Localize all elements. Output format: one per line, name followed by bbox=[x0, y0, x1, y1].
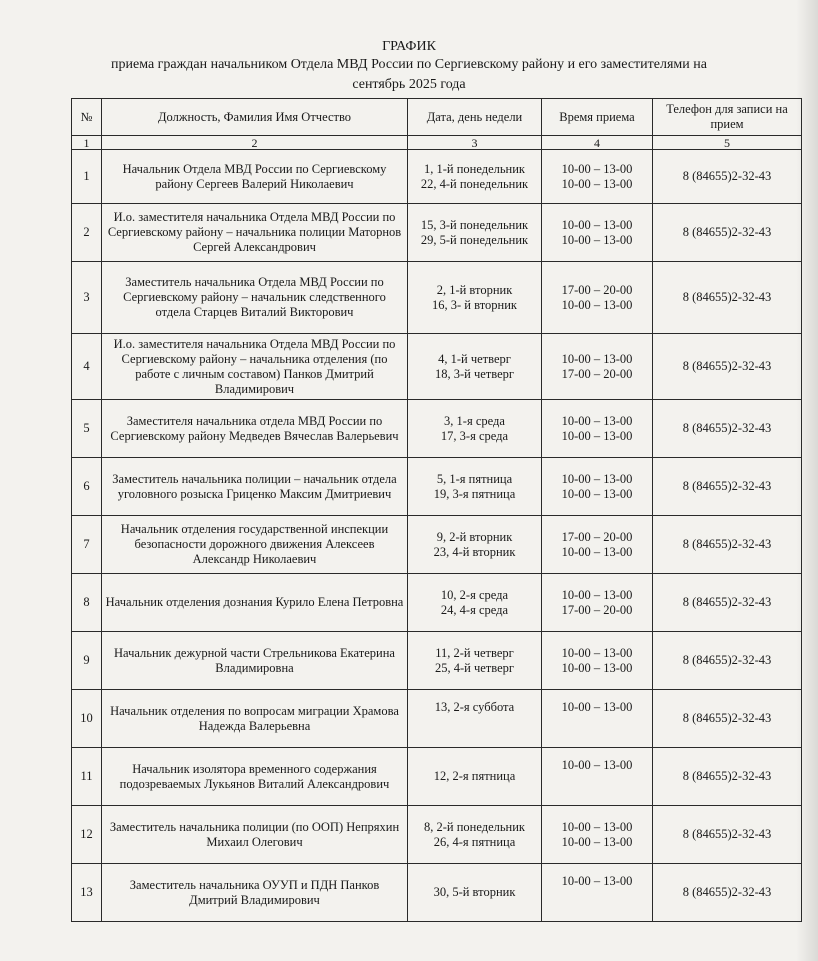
row-time bbox=[542, 150, 653, 204]
row-phone: 8 (84655)2-32-43 bbox=[653, 262, 802, 334]
column-number-row bbox=[72, 136, 802, 150]
time-line: 10-00 – 13-00 bbox=[561, 819, 633, 834]
row-date bbox=[408, 864, 542, 922]
row-position: Заместитель начальника ОУУП и ПДН Панков Дмитрий Владимирович bbox=[102, 864, 408, 922]
header-date: Дата, день недели bbox=[408, 99, 542, 136]
date-line: 1, 1-й понедельник bbox=[423, 161, 526, 176]
date-line: 18, 3-й четверг bbox=[434, 366, 515, 381]
row-date bbox=[408, 806, 542, 864]
table-row bbox=[72, 864, 802, 922]
date-line: 5, 1-я пятница bbox=[436, 471, 513, 486]
row-position: Начальник отделения государственной инспекции безопасности дорожного движения Алексеев Александр Николаевич bbox=[102, 516, 408, 574]
time-line: 10-00 – 13-00 bbox=[561, 874, 633, 888]
header-number: № bbox=[72, 99, 102, 136]
date-line: 4, 1-й четверг bbox=[438, 351, 511, 366]
row-position: Начальник отделения по вопросам миграции Храмова Надежда Валерьевна bbox=[102, 690, 408, 748]
table-row bbox=[72, 690, 802, 748]
table-row bbox=[72, 400, 802, 458]
time-line: 10-00 – 13-00 bbox=[561, 351, 633, 366]
row-time bbox=[542, 574, 653, 632]
time-line: 10-00 – 13-00 bbox=[561, 700, 633, 714]
table-row bbox=[72, 262, 802, 334]
date-line: 12, 2-я пятница bbox=[433, 769, 516, 783]
row-position: И.о. заместителя начальника Отдела МВД России по Сергиевскому району – начальника полиции Маторнов Сергей Александрович bbox=[102, 204, 408, 262]
time-line: 10-00 – 13-00 bbox=[561, 176, 633, 191]
row-number: 4 bbox=[72, 334, 102, 400]
row-number: 13 bbox=[72, 864, 102, 922]
row-date bbox=[408, 748, 542, 806]
time-line: 10-00 – 13-00 bbox=[561, 161, 633, 176]
row-date bbox=[408, 400, 542, 458]
row-phone: 8 (84655)2-32-43 bbox=[653, 400, 802, 458]
row-number: 12 bbox=[72, 806, 102, 864]
header-time: Время приема bbox=[542, 99, 653, 136]
date-line: 29, 5-й понедельник bbox=[420, 232, 529, 247]
time-line: 10-00 – 13-00 bbox=[561, 660, 633, 675]
table-row bbox=[72, 632, 802, 690]
row-number: 8 bbox=[72, 574, 102, 632]
time-line: 17-00 – 20-00 bbox=[561, 529, 633, 544]
row-time bbox=[542, 806, 653, 864]
time-line: 10-00 – 13-00 bbox=[561, 587, 633, 602]
row-phone: 8 (84655)2-32-43 bbox=[653, 150, 802, 204]
table-row bbox=[72, 334, 802, 400]
row-date bbox=[408, 458, 542, 516]
row-phone: 8 (84655)2-32-43 bbox=[653, 632, 802, 690]
table-row bbox=[72, 204, 802, 262]
row-phone: 8 (84655)2-32-43 bbox=[653, 204, 802, 262]
row-date bbox=[408, 334, 542, 400]
table-row bbox=[72, 516, 802, 574]
row-number: 6 bbox=[72, 458, 102, 516]
date-line: 8, 2-й понедельник bbox=[423, 819, 526, 834]
time-line: 17-00 – 20-00 bbox=[561, 282, 633, 297]
time-line: 17-00 – 20-00 bbox=[561, 602, 633, 617]
header-phone: Телефон для записи на прием bbox=[653, 99, 802, 136]
row-time bbox=[542, 262, 653, 334]
row-phone: 8 (84655)2-32-43 bbox=[653, 806, 802, 864]
date-line: 30, 5-й вторник bbox=[433, 885, 516, 899]
date-line: 10, 2-я среда bbox=[440, 587, 509, 602]
row-phone: 8 (84655)2-32-43 bbox=[653, 690, 802, 748]
column-number: 1 bbox=[72, 136, 102, 150]
row-position: Заместитель начальника Отдела МВД России по Сергиевскому району – начальник следственного отдела Старцев Виталий Викторович bbox=[102, 262, 408, 334]
date-line: 9, 2-й вторник bbox=[436, 529, 513, 544]
time-line: 10-00 – 13-00 bbox=[561, 413, 633, 428]
time-line: 10-00 – 13-00 bbox=[561, 486, 633, 501]
time-line: 10-00 – 13-00 bbox=[561, 217, 633, 232]
row-position: Начальник отделения дознания Курило Елена Петровна bbox=[102, 574, 408, 632]
date-line: 11, 2-й четверг bbox=[435, 645, 514, 660]
row-position: И.о. заместителя начальника Отдела МВД России по Сергиевскому району – начальника отделения (по работе с личным составом) Панков Дмитрий Владимирович bbox=[102, 334, 408, 400]
row-time bbox=[542, 516, 653, 574]
table-row bbox=[72, 574, 802, 632]
row-number: 1 bbox=[72, 150, 102, 204]
time-line: 10-00 – 13-00 bbox=[561, 834, 633, 849]
schedule-table bbox=[71, 98, 802, 922]
column-number: 3 bbox=[408, 136, 542, 150]
column-number: 5 bbox=[653, 136, 802, 150]
header-position: Должность, Фамилия Имя Отчество bbox=[102, 99, 408, 136]
date-line: 3, 1-я среда bbox=[444, 413, 505, 428]
row-phone: 8 (84655)2-32-43 bbox=[653, 748, 802, 806]
table-row bbox=[72, 458, 802, 516]
time-line: 10-00 – 13-00 bbox=[561, 544, 633, 559]
row-time bbox=[542, 690, 653, 748]
row-position: Заместителя начальника отдела МВД России по Сергиевскому району Медведев Вячеслав Валерьевич bbox=[102, 400, 408, 458]
row-time bbox=[542, 204, 653, 262]
document-subtitle-line2: сентябрь 2025 года bbox=[352, 77, 466, 92]
time-line: 10-00 – 13-00 bbox=[561, 471, 633, 486]
date-line: 25, 4-й четверг bbox=[434, 660, 515, 675]
document-subtitle-line1: приема граждан начальником Отдела МВД России по Сергиевскому району и его заместителями на bbox=[111, 57, 707, 72]
row-time bbox=[542, 864, 653, 922]
row-time bbox=[542, 334, 653, 400]
row-date bbox=[408, 690, 542, 748]
row-phone: 8 (84655)2-32-43 bbox=[653, 574, 802, 632]
row-phone: 8 (84655)2-32-43 bbox=[653, 458, 802, 516]
table-row bbox=[72, 806, 802, 864]
column-number: 4 bbox=[542, 136, 653, 150]
document-title: ГРАФИК bbox=[382, 39, 436, 54]
row-date bbox=[408, 262, 542, 334]
row-number: 11 bbox=[72, 748, 102, 806]
column-number: 2 bbox=[102, 136, 408, 150]
row-time bbox=[542, 400, 653, 458]
row-position: Начальник Отдела МВД России по Сергиевскому району Сергеев Валерий Николаевич bbox=[102, 150, 408, 204]
row-time bbox=[542, 632, 653, 690]
row-number: 7 bbox=[72, 516, 102, 574]
row-number: 2 bbox=[72, 204, 102, 262]
row-time bbox=[542, 458, 653, 516]
row-number: 9 bbox=[72, 632, 102, 690]
row-phone: 8 (84655)2-32-43 bbox=[653, 516, 802, 574]
row-date bbox=[408, 516, 542, 574]
row-time bbox=[542, 748, 653, 806]
time-line: 10-00 – 13-00 bbox=[561, 297, 633, 312]
table-row bbox=[72, 748, 802, 806]
date-line: 13, 2-я суббота bbox=[434, 700, 515, 714]
date-line: 24, 4-я среда bbox=[440, 602, 509, 617]
row-phone: 8 (84655)2-32-43 bbox=[653, 334, 802, 400]
date-line: 16, 3- й вторник bbox=[432, 297, 517, 312]
date-line: 17, 3-я среда bbox=[440, 428, 509, 443]
time-line: 10-00 – 13-00 bbox=[561, 428, 633, 443]
header-row bbox=[72, 99, 802, 136]
time-line: 10-00 – 13-00 bbox=[561, 758, 633, 772]
row-position: Заместитель начальника полиции – начальник отдела уголовного розыска Гриценко Максим Дмитриевич bbox=[102, 458, 408, 516]
date-line: 19, 3-я пятница bbox=[433, 486, 516, 501]
row-position: Начальник дежурной части Стрельникова Екатерина Владимировна bbox=[102, 632, 408, 690]
row-date bbox=[408, 574, 542, 632]
date-line: 23, 4-й вторник bbox=[433, 544, 516, 559]
time-line: 10-00 – 13-00 bbox=[561, 232, 633, 247]
row-date bbox=[408, 204, 542, 262]
row-number: 5 bbox=[72, 400, 102, 458]
row-position: Заместитель начальника полиции (по ООП) Непряхин Михаил Олегович bbox=[102, 806, 408, 864]
date-line: 26, 4-я пятница bbox=[433, 834, 516, 849]
date-line: 22, 4-й понедельник bbox=[420, 176, 529, 191]
row-phone: 8 (84655)2-32-43 bbox=[653, 864, 802, 922]
row-date bbox=[408, 150, 542, 204]
row-number: 3 bbox=[72, 262, 102, 334]
date-line: 15, 3-й понедельник bbox=[420, 217, 529, 232]
row-number: 10 bbox=[72, 690, 102, 748]
time-line: 10-00 – 13-00 bbox=[561, 645, 633, 660]
date-line: 2, 1-й вторник bbox=[436, 282, 513, 297]
time-line: 17-00 – 20-00 bbox=[561, 366, 633, 381]
table-row bbox=[72, 150, 802, 204]
row-date bbox=[408, 632, 542, 690]
row-position: Начальник изолятора временного содержания подозреваемых Лукьянов Виталий Александрович bbox=[102, 748, 408, 806]
